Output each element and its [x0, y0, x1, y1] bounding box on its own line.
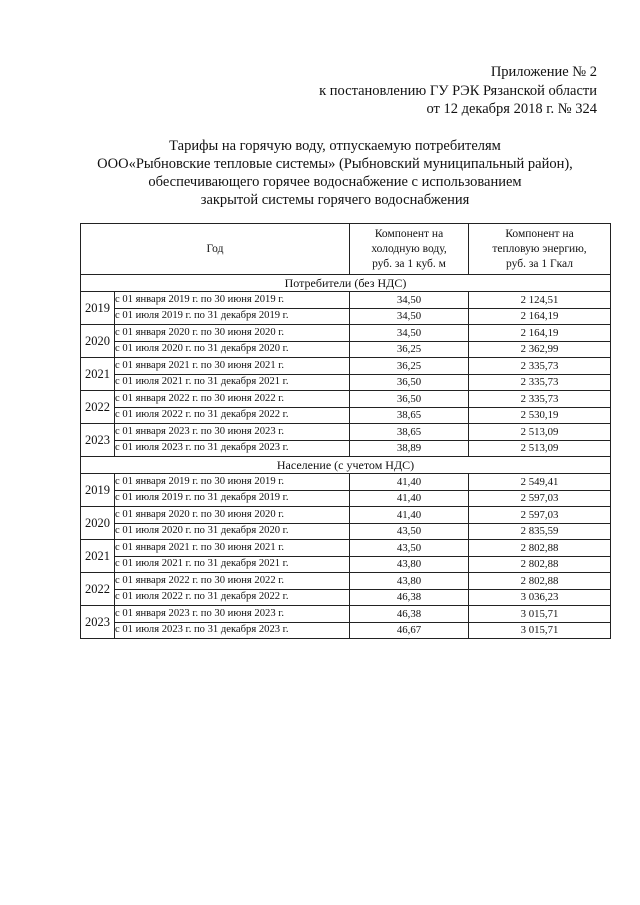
heat-energy-value: 2 335,73 [469, 391, 611, 408]
appendix-number: Приложение № 2 [490, 64, 597, 80]
heat-energy-value: 2 164,19 [469, 325, 611, 342]
header-cold-water: Компонент на холодную воду, руб. за 1 куб. м [350, 224, 469, 275]
table-row [81, 374, 611, 391]
header-year: Год [81, 224, 350, 275]
appendix-resolution: к постановлению ГУ РЭК Рязанской области [319, 82, 597, 99]
cold-water-value: 34,50 [350, 292, 469, 309]
tariff-table [80, 223, 611, 639]
period-cell: с 01 июля 2023 г. по 31 декабря 2023 г. [115, 440, 350, 457]
heat-energy-value: 2 597,03 [469, 490, 611, 507]
table-row [81, 490, 611, 507]
period-cell: с 01 января 2023 г. по 30 июня 2023 г. [115, 606, 350, 623]
table-row [81, 540, 611, 557]
table-row [81, 358, 611, 375]
period-cell: с 01 января 2022 г. по 30 июня 2022 г. [115, 391, 350, 408]
cold-water-value: 38,65 [350, 424, 469, 441]
cold-water-value: 41,40 [350, 490, 469, 507]
heat-energy-value: 2 597,03 [469, 507, 611, 524]
cold-water-value: 36,25 [350, 358, 469, 375]
period-cell: с 01 января 2021 г. по 30 июня 2021 г. [115, 540, 350, 557]
cold-water-value: 46,38 [350, 606, 469, 623]
period-cell: с 01 января 2020 г. по 30 июня 2020 г. [115, 325, 350, 342]
table-row [81, 407, 611, 424]
cold-water-value: 38,89 [350, 440, 469, 457]
period-cell: с 01 июля 2021 г. по 31 декабря 2021 г. [115, 556, 350, 573]
heat-energy-value: 2 513,09 [469, 440, 611, 457]
title-line: ООО«Рыбновские тепловые системы» (Рыбновский муниципальный район), [97, 156, 573, 172]
year-cell: 2021 [81, 540, 115, 573]
table-row [81, 308, 611, 325]
year-cell: 2023 [81, 424, 115, 457]
period-cell: с 01 января 2019 г. по 30 июня 2019 г. [115, 474, 350, 491]
table-row [81, 391, 611, 408]
section-header-row [81, 275, 611, 292]
cold-water-value: 36,50 [350, 391, 469, 408]
year-cell: 2020 [81, 507, 115, 540]
heat-energy-value: 3 015,71 [469, 606, 611, 623]
heat-energy-value: 2 513,09 [469, 424, 611, 441]
period-cell: с 01 июля 2022 г. по 31 декабря 2022 г. [115, 589, 350, 606]
heat-energy-value: 2 335,73 [469, 358, 611, 375]
section-label: Население (с учетом НДС) [81, 457, 611, 474]
cold-water-value: 46,38 [350, 589, 469, 606]
heat-energy-value: 2 124,51 [469, 292, 611, 309]
period-cell: с 01 января 2021 г. по 30 июня 2021 г. [115, 358, 350, 375]
heat-energy-value: 2 835,59 [469, 523, 611, 540]
period-cell: с 01 июля 2021 г. по 31 декабря 2021 г. [115, 374, 350, 391]
period-cell: с 01 января 2022 г. по 30 июня 2022 г. [115, 573, 350, 590]
year-cell: 2021 [81, 358, 115, 391]
year-cell: 2022 [81, 391, 115, 424]
period-cell: с 01 июля 2020 г. по 31 декабря 2020 г. [115, 523, 350, 540]
table-row [81, 424, 611, 441]
heat-energy-value: 2 549,41 [469, 474, 611, 491]
period-cell: с 01 июля 2020 г. по 31 декабря 2020 г. [115, 341, 350, 358]
table-row [81, 573, 611, 590]
period-cell: с 01 июля 2019 г. по 31 декабря 2019 г. [115, 308, 350, 325]
table-row [81, 556, 611, 573]
title-line: закрытой системы горячего водоснабжения [200, 192, 470, 208]
heat-energy-value: 2 335,73 [469, 374, 611, 391]
period-cell: с 01 января 2020 г. по 30 июня 2020 г. [115, 507, 350, 524]
table-row [81, 507, 611, 524]
cold-water-value: 43,50 [350, 540, 469, 557]
cold-water-value: 41,40 [350, 507, 469, 524]
year-cell: 2019 [81, 474, 115, 507]
period-cell: с 01 июля 2023 г. по 31 декабря 2023 г. [115, 622, 350, 639]
cold-water-value: 36,50 [350, 374, 469, 391]
table-row [81, 440, 611, 457]
heat-energy-value: 3 036,23 [469, 589, 611, 606]
year-cell: 2019 [81, 292, 115, 325]
table-row [81, 606, 611, 623]
cold-water-value: 43,80 [350, 556, 469, 573]
year-cell: 2022 [81, 573, 115, 606]
appendix-date: от 12 декабря 2018 г. № 324 [426, 101, 597, 117]
table-row [81, 622, 611, 639]
title-line: обеспечивающего горячее водоснабжение с использованием [148, 174, 522, 190]
cold-water-value: 41,40 [350, 474, 469, 491]
cold-water-value: 46,67 [350, 622, 469, 639]
table-row [81, 341, 611, 358]
cold-water-value: 43,80 [350, 573, 469, 590]
year-cell: 2020 [81, 325, 115, 358]
period-cell: с 01 июля 2019 г. по 31 декабря 2019 г. [115, 490, 350, 507]
period-cell: с 01 января 2019 г. по 30 июня 2019 г. [115, 292, 350, 309]
heat-energy-value: 2 802,88 [469, 556, 611, 573]
table-body [81, 275, 611, 639]
heat-energy-value: 2 164,19 [469, 308, 611, 325]
period-cell: с 01 января 2023 г. по 30 июня 2023 г. [115, 424, 350, 441]
period-cell: с 01 июля 2022 г. по 31 декабря 2022 г. [115, 407, 350, 424]
header-heat-energy: Компонент на тепловую энергию, руб. за 1 Гкал [469, 224, 611, 275]
cold-water-value: 34,50 [350, 325, 469, 342]
document-title [75, 137, 595, 209]
table-row [81, 474, 611, 491]
heat-energy-value: 2 802,88 [469, 573, 611, 590]
cold-water-value: 36,25 [350, 341, 469, 358]
table-row [81, 325, 611, 342]
table-row [81, 589, 611, 606]
cold-water-value: 43,50 [350, 523, 469, 540]
heat-energy-value: 2 530,19 [469, 407, 611, 424]
year-cell: 2023 [81, 606, 115, 639]
cold-water-value: 34,50 [350, 308, 469, 325]
heat-energy-value: 3 015,71 [469, 622, 611, 639]
table-row [81, 292, 611, 309]
section-header-row [81, 457, 611, 474]
table-header-row [81, 224, 611, 275]
title-line: Тарифы на горячую воду, отпускаемую потребителям [169, 138, 501, 154]
table-row [81, 523, 611, 540]
cold-water-value: 38,65 [350, 407, 469, 424]
heat-energy-value: 2 802,88 [469, 540, 611, 557]
heat-energy-value: 2 362,99 [469, 341, 611, 358]
section-label: Потребители (без НДС) [81, 275, 611, 292]
appendix-header [319, 63, 597, 119]
